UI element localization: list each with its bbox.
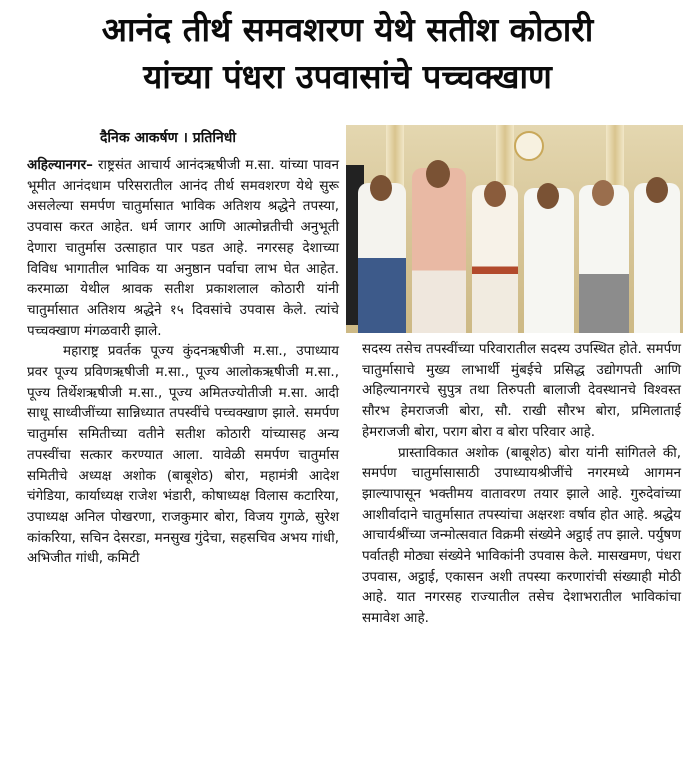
dateline: अहिल्यानगर– (27, 157, 93, 173)
news-photo (346, 125, 683, 333)
photo-person (412, 168, 466, 333)
article-text: राष्ट्रसंत आचार्य आनंदऋषीजी म.सा. यांच्या पावन भूमीत आनंदधाम परिसरातील आनंद तीर्थ समवशरण येथे सुरू असलेल्या समर्पण चातुर्मासात भाविक अतिशय श्रद्धेने तपस्या, उपवास करत आहेत. धर्म जागर आणि आत्मोन्नतीची अनुभूती देणारा चातुर्मास उत्साहात पार पडत आहे. नगरसह देशाच्या विविध भागातील भाविक या अनुष्ठान पर्वाचा लाभ घेत आहेत. करमाळा येथील श्रावक सतीश प्रकाशलाल कोठारी यांनी चातुर्मासात अतिशय श्रद्धेने १५ दिवसांचे उपवास केले. त्यांचे पच्चक्खाण मंगळवारी झाले. (27, 157, 339, 339)
headline-line-2: यांच्या पंधरा उपवासांचे पच्चक्खाण (143, 57, 552, 96)
photo-person-head (426, 160, 450, 188)
headline-line-1: आनंद तीर्थ समवशरण येथे सतीश कोठारी (101, 10, 594, 49)
photo-person (358, 183, 406, 333)
article-paragraph: प्रास्ताविकात अशोक (बाबूशेठ) बोरा यांनी सांगितले की, समर्पण चातुर्मासासाठी उपाध्यायश्रीजींचे नगरमध्ये आगमन झाल्यापासून भक्तीमय वातावरण तयार झाले आहे. गुरुदेवांच्या आशीर्वादाने चातुर्मासात तपस्यांचा अक्षरशः वर्षाव होत आहे. श्रद्धेय आचार्यश्रींच्या जन्मोत्सवात विक्रमी संख्येने अट्ठाई तप झाले. पर्युषण पर्वातही मोठ्या संख्येने भाविकांनी उपवास केले. मासखमण, पंधरा उपवास, अट्ठाई, एकासन अशी तपस्या करणारांची संख्याही मोठी आहे. यात नगरसह राज्यातील तसेच देशाभरातील भाविकांचा समावेश आहे. (362, 444, 681, 627)
article-paragraph: महाराष्ट्र प्रवर्तक पूज्य कुंदनऋषीजी म.सा., उपाध्याय प्रवर पूज्य प्रविणऋषीजी म.सा., पूज्य आलोकऋषीजी म.सा., पूज्य तिर्थेशऋषीजी म.सा., पूज्य अमितज्योतीजी म.सा. आदी साधू साध्वीजींच्या सान्निध्यात तपस्वींचे पच्चक्खाण झाले. समर्पण चातुर्मास समितीच्या वतीने सतीश कोठारी यांच्यासह अन्य तपस्वींचा सत्कार करण्यात आला. यावेळी समर्पण चातुर्मास समितीचे अध्यक्ष अशोक (बाबूशेठ) बोरा, महामंत्री आदेश चंगेडिया, कार्याध्यक्ष राजेश भंडारी, कोषाध्यक्ष विलास कटारिया, उपाध्यक्ष अनिल पोखरणा, राजकुमार बोरा, विजय गुगळे, सुरेश कांकरिया, सचिन देसरडा, मनसुख गुंदेचा, सहसचिव अभय गांधी, अभिजीत गांधी, कमिटी (27, 343, 339, 567)
photo-person (472, 185, 518, 333)
photo-person-head (484, 181, 506, 207)
photo-person-head (537, 183, 559, 209)
photo-person (634, 183, 680, 333)
byline: दैनिक आकर्षण । प्रतिनिधी (100, 130, 236, 146)
photo-emblem (514, 131, 544, 161)
photo-person-head (646, 177, 668, 203)
photo-person-head (592, 180, 614, 206)
photo-person (579, 185, 629, 333)
photo-person (524, 188, 574, 333)
article-paragraph: सदस्य तसेच तपस्वींच्या परिवारातील सदस्य उपस्थित होते. समर्पण चातुर्मासाचे मुख्य लाभार्थी मुंबईचे प्रसिद्ध उद्योगपती आणि अहिल्यानगरचे सुपुत्र तथा तिरुपती बालाजी देवस्थानचे विश्वस्त सौरभ हेमराजजी बोरा, सौ. राखी सौरभ बोरा, प्रमिलाताई हेमराजजी बोरा, पराग बोरा व बोरा परिवार आहे. (362, 341, 681, 440)
article-column-right (362, 339, 681, 629)
article-paragraph (27, 155, 339, 341)
headline (0, 6, 695, 100)
photo-person-head (370, 175, 392, 201)
article-column-left (27, 155, 339, 569)
